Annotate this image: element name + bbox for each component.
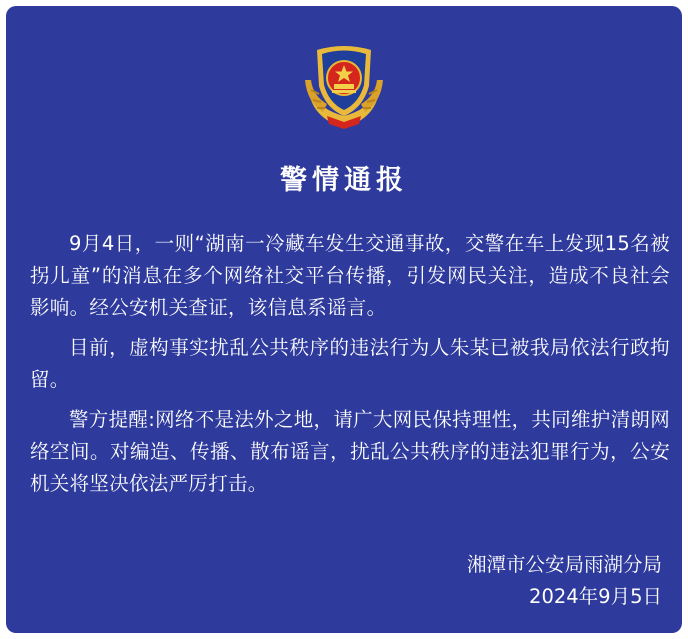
paragraph-detention: 目前，虚构事实扰乱公共秩序的违法行为人朱某已被我局依法行政拘留。 bbox=[30, 336, 670, 391]
notice-title: 警情通报 bbox=[280, 165, 408, 196]
issue-date: 2024年9月5日 bbox=[529, 585, 662, 608]
issuer-name: 湘潭市公安局雨湖分局 bbox=[466, 553, 662, 576]
notice-body bbox=[30, 228, 670, 508]
paragraph-incident: 9月4日，一则“湖南一冷藏车发生交通事故，交警在车上发现15名被拐儿童”的消息在多个网络社交平台传播，引发网民关注，造成不良社会影响。经公安机关查证，该信息系谣言。 bbox=[30, 232, 670, 319]
police-emblem-icon bbox=[303, 40, 385, 130]
signature-block bbox=[467, 549, 662, 613]
paragraph-warning: 警方提醒:网络不是法外之地，请广大网民保持理性，共同维护清朗网络空间。对编造、传播、散布谣言，扰乱公共秩序的违法犯罪行为，公安机关将坚决依法严厉打击。 bbox=[30, 408, 670, 495]
notice-card bbox=[6, 6, 682, 633]
